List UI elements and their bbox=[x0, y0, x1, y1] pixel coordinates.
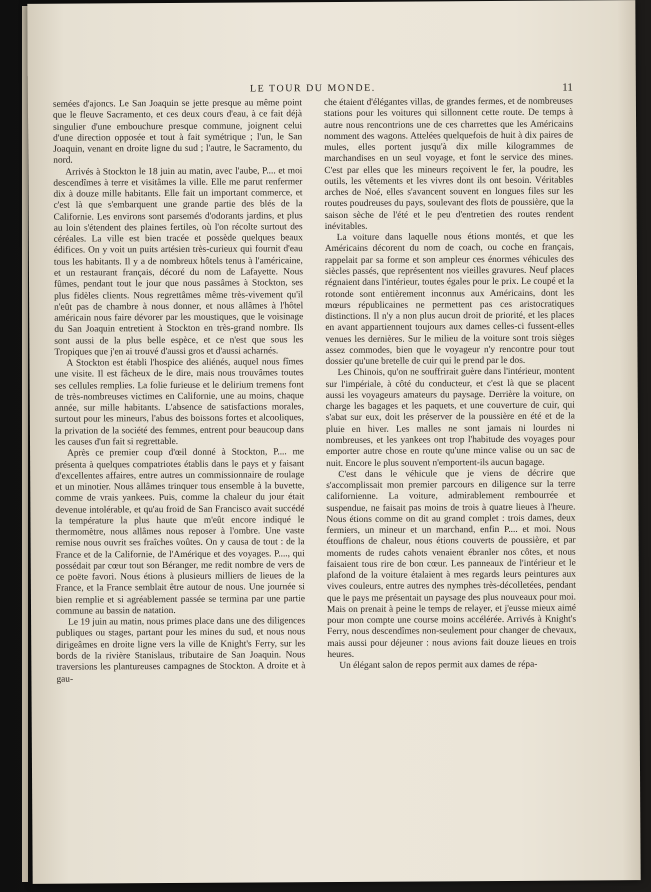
text-columns bbox=[53, 97, 578, 860]
paragraph: Arrivés à Stockton le 18 juin au matin, avec l'aube, P.... et moi descendîmes à terre et visitâmes la ville. Elle me parut renfermer dix à douze mille habitants. Elle fait un important commerce, et c'est là que s'embarquent une grande partie des blés de la Californie. Les environs sont parsemés d'odorants jardins, et plus au loin s'étendent des plaines fertiles, où l'on récolte surtout des céréales. La ville est bien tracée et possède quelques beaux édifices. On y voit un puits artésien très-curieux qui fournit d'eau tous les habitants. Il y a de nombreux hôtels tenus à l'américaine, et un restaurant français, décoré du nom de Lafayette. Nous fûmes, pendant tout le jour que nous passâmes à Stockton, ses plus fidèles clients. Nous regrettâmes même très-vivement qu'il n'eût pas de chambre à nous donner, et nous allâmes à l'hôtel américain nous faire dévorer par les moustiques, que le voisinage du San Joaquin entretient à Stockton en très-grand nombre. Ils sont aussi de la plus belle espèce, et ce n'est que sous les Tropiques que j'en ai trouvé d'aussi gros et d'aussi acharnés. bbox=[53, 165, 304, 358]
paragraph: La voiture dans laquelle nous étions montés, et que les Américains décorent du nom de coach, ou coche en français, rappelait par sa forme et son ampleur ces énormes véhicules des siècles passés, que représentent nos vieilles gravures. Neuf places régnaient dans l'intérieur, toutes égales pour le prix. Le coupé et la rotonde sont entièrement inconnus aux Américains, dont les mœurs républicaines ne permettent pas ces aristocratiques distinctions. Il n'y a non plus aucun droit de priorité, et les places en avant appartiennent toujours aux dames celles-ci fussent-elles venues les dernières. Sur le milieu de la voiture sont trois sièges assez commodes, bien que le voyageur n'y rencontre pour tout dossier qu'une bretelle de cuir qui le prend par le dos. bbox=[324, 231, 575, 368]
running-title: LE TOUR DU MONDE. bbox=[249, 82, 376, 95]
book-page bbox=[27, 0, 640, 884]
paragraph: Après ce premier coup d'œil donné à Stockton, P.... me présenta à quelques compatriotes établis dans le pays et y faisant d'excellentes affaires, entre autres un commissionnaire de roulage et un minotier. Nous allâmes trinquer tous ensemble à la buvette, comme de vrais yankees. Puis, comme la chaleur du jour était devenue intolérable, et qu'au froid de San Francisco avait succédé la température la plus haute que m'eût encore indiqué le thermomètre, nous allâmes nous reposer à l'ombre. Une vaste remise nous ouvrit ses fraîches voûtes. On y causa de tout : de la France et de la Californie, de l'Amérique et des voyages. P...., qui possédait par cœur tout son Béranger, me redit nombre de vers de ce poëte favori. Nous étions à plusieurs milliers de lieues de la France, et la France semblait être autour de nous. Une journée si bien remplie et si agréablement passée se termina par une partie commune au bassin de natation. bbox=[55, 447, 305, 617]
right-column bbox=[324, 97, 577, 673]
left-column bbox=[53, 98, 306, 685]
page-number: 11 bbox=[562, 81, 573, 94]
paragraph: A Stockton est établi l'hospice des aliénés, auquel nous fîmes une visite. Il est fâcheux de le dire, mais nous trouvâmes toutes ses cellules remplies. La folie furieuse et le delirium tremens font de très-nombreuses victimes en Californie, une au moins, chaque année, sur mille habitants. L'absence de satisfactions morales, surtout pour les mineurs, l'abus des boissons fortes et alcooliques, la privation de la société des femmes, entrent pour beaucoup dans les causes d'un fait si regrettable. bbox=[54, 357, 304, 448]
paragraph: Le 19 juin au matin, nous primes place dans une des diligences publiques ou stages, partant pour les mines du sud, et nous nous dirigeâmes en droite ligne vers la ville de Knight's Ferry, sur les bords de la rivière Stanislaus, tributaire de San Joaquin. Nous traversions les plantureuses campagnes de Stockton. A droite et à gau- bbox=[56, 616, 306, 685]
paragraph: C'est dans le véhicule que je viens de décrire que s'accomplissait mon premier parcours en diligence sur la terre californienne. La voiture, admirablement rembourrée et suspendue, ne faisait pas moins de trois à quatre lieues à l'heure. Nous étions comme on dit au grand complet : trois dames, deux fermiers, un mineur et un marchand, enfin P.... et moi. Nous étouffions de chaleur, nous étions couverts de poussière, et par moments de rudes cahots venaient ébranler nos côtes, et nous faisaient tous rire de bon cœur. Les panneaux de l'intérieur et le plafond de la voiture étalaient à mes regards leurs peintures aux vives couleurs, entre autres des nymphes très-décolletées, pendant que le pays me présentait un paysage des plus nouveaux pour moi. Mais on prenait à peine le temps de relayer, et j'eusse mieux aimé pour mon compte une course moins accélérée. Arrivés à Knight's Ferry, nous descendîmes non-seulement pour changer de chevaux, mais aussi pour déjeuner : nous avions fait douze lieues en trois heures. bbox=[326, 468, 577, 661]
paragraph: Les Chinois, qu'on ne souffrirait guère dans l'intérieur, montent sur l'impériale, à côté du conducteur, et c'est là que se placent aussi les voyageurs amateurs du paysage. Derrière la voiture, on charge les bagages et les paquets, et une couverture de cuir, qui s'abat sur eux, doit les préserver de la poussière en été et de la pluie en hiver. Les malles ne sont jamais ni lourdes ni nombreuses, et les yankees ont trop l'habitude des voyages pour emporter autre chose en route qu'une mince valise ou un sac de nuit. Encore le plus souvent n'emportent-ils aucun bagage. bbox=[325, 366, 576, 469]
paragraph: semées d'ajoncs. Le San Joaquin se jette presque au même point que le fleuve Sacramento, et ces deux cours d'eau, à ce fait déjà singulier d'une embouchure presque commune, joignent celui d'une direction opposée et tout à fait symétrique ; l'un, le San Joaquin, venant en droite ligne du sud ; l'autre, le Sacramento, du nord. bbox=[52, 98, 303, 167]
paragraph: che étaient d'élégantes villas, de grandes fermes, et de nombreuses stations pour les voitures qui sillonnent cette route. De temps à autre nous rencontrions une de ces charrettes que les Américains nomment des wagons. Attelées quelquefois de huit à dix paires de mules, elles portent jusqu'à dix mille kilogrammes de marchandises en un seul voyage, et font le service des mines. C'est par elles que les mineurs reçoivent le fer, la poudre, les outils, les vêtements et les vivres dont ils ont besoin. Véritables arches de Noé, elles s'avancent souvent en longues files sur les routes poudreuses du pays, soulevant des flots de poussière, que la saison sèche de l'été et le peu d'entretien des routes rendent inévitables. bbox=[323, 96, 574, 232]
page-edge bbox=[22, 6, 28, 882]
paragraph: Un élégant salon de repos permit aux dames de répa- bbox=[339, 660, 538, 672]
